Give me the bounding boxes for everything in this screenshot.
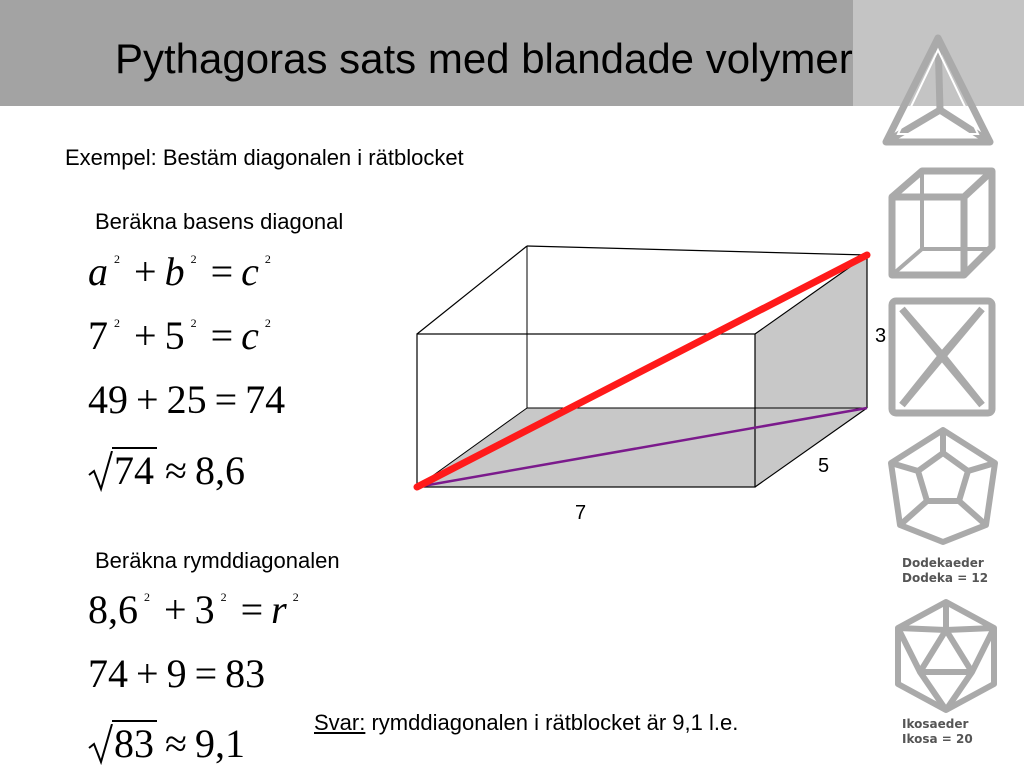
equation-substituted: 7 $^2$ + 5 $^2$ = c $^2$ <box>88 313 271 358</box>
equation-sum: 49 + 25 = 74 <box>88 377 286 422</box>
icosahedron-caption: Ikosaeder Ikosa = 20 <box>902 717 973 746</box>
side-face <box>755 255 867 487</box>
height-label: 3 <box>875 325 887 347</box>
equation-space-root: 83 ≈ 9,1 <box>88 720 245 764</box>
example-text: Exempel: Bestäm diagonalen i rätblocket <box>65 145 464 170</box>
octahedron-icon <box>884 295 999 420</box>
cuboid-diagram <box>400 235 890 525</box>
answer-prefix: Svar: <box>314 710 366 735</box>
icosahedron-icon <box>886 596 1006 716</box>
cube-icon <box>884 165 999 283</box>
dodecahedron-icon <box>882 425 1004 547</box>
length-label: 7 <box>575 502 587 524</box>
equation-general: a $^2$ + b $^2$ = c $^2$ <box>88 249 271 294</box>
step2-heading: Beräkna rymddiagonalen <box>95 548 340 573</box>
answer-text <box>314 712 738 734</box>
radical-sign-icon <box>88 724 114 766</box>
radical-sign-icon <box>88 451 114 493</box>
equation-space-general: 8,6 $^2$ + 3 $^2$ = r $^2$ <box>88 587 299 632</box>
answer-body: rymddiagonalen i rätblocket är 9,1 l.e. <box>365 710 739 735</box>
square-root-83: 83 <box>88 720 157 764</box>
equation-space-sum: 74 + 9 = 83 <box>88 651 266 696</box>
slide-title: Pythagoras sats med blandade volymer <box>115 35 853 82</box>
dodecahedron-caption: Dodekaeder Dodeka = 12 <box>902 556 989 585</box>
equation-root: 74 ≈ 8,6 <box>88 447 245 491</box>
step1-heading: Beräkna basens diagonal <box>95 209 344 234</box>
square-root-74: 74 <box>88 447 157 491</box>
width-label: 5 <box>818 455 830 477</box>
tetrahedron-icon <box>878 30 998 152</box>
